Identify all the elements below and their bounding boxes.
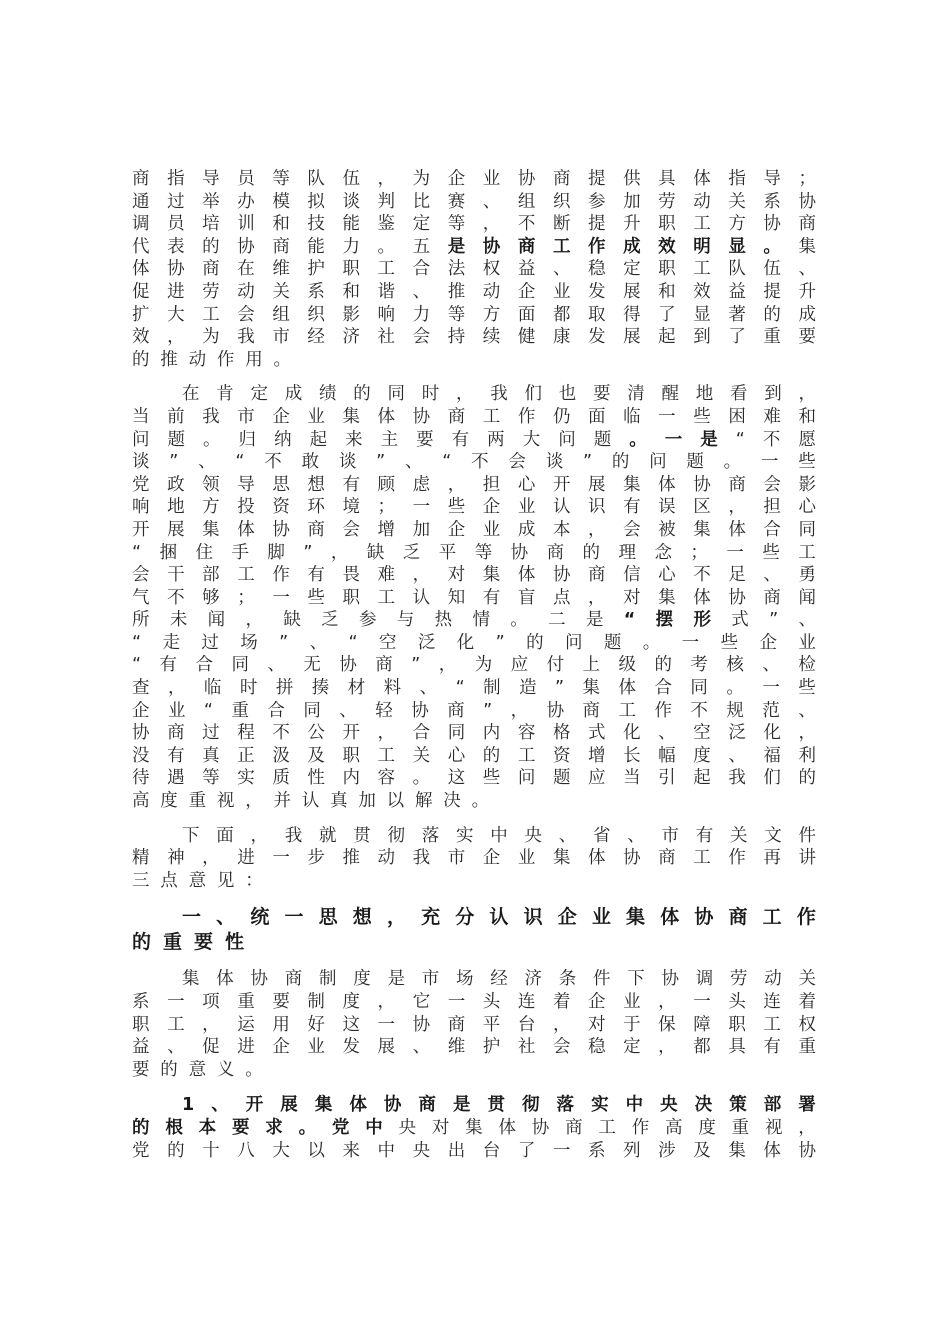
text-line: 没 有 真 正 汲 及 职 工 关 心 的 工 资 增 长 幅 度 、 福 利 xyxy=(132,745,816,766)
text-line: 所 未 闻 ， 缺 乏 参 与 热 情 。 二 是 “ 摆 形 式 ” 、 xyxy=(132,610,816,631)
text-line: 协 商 过 程 不 公 开 ， 合 同 内 容 格 式 化 、 空 泛 化 ， xyxy=(132,723,816,744)
text-line: 党 的 十 八 大 以 来 中 央 出 台 了 一 系 列 涉 及 集 体 协 xyxy=(132,1140,816,1161)
paragraph xyxy=(132,905,816,955)
paragraph xyxy=(132,825,816,893)
text-line: 调 员 培 训 和 技 能 鉴 定 等 ， 不 断 提 升 职 工 方 协 商 xyxy=(132,214,816,235)
paragraph xyxy=(132,968,816,1081)
text-line: 的 根 本 要 求 。 党 中 央 对 集 体 协 商 工 作 高 度 重 视 ， xyxy=(132,1117,816,1138)
text-line: 系 一 项 重 要 制 度 ， 它 一 头 连 着 企 业 ， 一 头 连 着 xyxy=(132,992,816,1012)
text-line: 在 肯 定 成 绩 的 同 时 ， 我 们 也 要 清 醒 地 看 到 ， xyxy=(182,384,816,405)
text-line: “ 走 过 场 ” 、 “ 空 泛 化 ” 的 问 题 。 一 些 企 业 xyxy=(132,632,816,653)
paragraph xyxy=(132,168,816,371)
text-line: 气 不 够 ； 一 些 职 工 认 知 有 盲 点 ， 对 集 体 协 商 闻 xyxy=(132,587,816,608)
text-line: 代 表 的 协 商 能 力 。 五 是 协 商 工 作 成 效 明 显 。 集 xyxy=(132,236,816,257)
text-line: 问 题 。 归 纳 起 来 主 要 有 两 大 问 题 。 一 是 “ 不 愿 xyxy=(132,429,816,450)
text-line: 精 神 ， 进 一 步 推 动 我 市 企 业 集 体 协 商 工 作 再 讲 xyxy=(132,848,816,869)
text-line: 促 进 劳 动 关 系 和 谐 、 推 动 企 业 发 展 和 效 益 提 升 xyxy=(132,281,816,302)
paragraph xyxy=(132,383,816,812)
text-line: 三 点 意 见 ： xyxy=(132,870,263,891)
text-line: 要 的 意 义 。 xyxy=(132,1059,263,1080)
text-line: 的 推 动 作 用 。 xyxy=(132,349,291,370)
text-line: 扩 大 工 会 组 织 影 响 力 等 方 面 都 取 得 了 显 著 的 成 xyxy=(132,304,816,325)
text-line: 1 、 开 展 集 体 协 商 是 贯 彻 落 实 中 央 决 策 部 署 xyxy=(182,1095,816,1116)
paragraph xyxy=(132,1094,816,1162)
text-line: 开 展 集 体 协 商 会 增 加 企 业 成 本 ， 会 被 集 体 合 同 xyxy=(132,519,816,540)
text-line: 党 政 领 导 思 想 有 顾 虑 ， 担 心 开 展 集 体 协 商 会 影 xyxy=(132,474,816,495)
text-line: 效 ， 为 我 市 经 济 社 会 持 续 健 康 发 展 起 到 了 重 要 xyxy=(132,327,816,348)
text-line: 通 过 举 办 模 拟 谈 判 比 赛 、 组 织 参 加 劳 动 关 系 协 xyxy=(132,191,816,212)
text-line: 集 体 协 商 制 度 是 市 场 经 济 条 件 下 协 调 劳 动 关 xyxy=(182,969,816,990)
text-line: 查 ， 临 时 拼 揍 材 料 、 “ 制 造 ” 集 体 合 同 。 一 些 xyxy=(132,678,816,699)
text-line: “ 捆 住 手 脚 ” ， 缺 乏 平 等 协 商 的 理 念 ； 一 些 工 xyxy=(132,542,816,563)
text-line: 高 度 重 视 ， 并 认 真 加 以 解 决 。 xyxy=(132,791,490,812)
text-line: 职 工 ， 运 用 好 这 一 协 商 平 台 ， 对 于 保 障 职 工 权 xyxy=(132,1014,816,1035)
text-line: 体 协 商 在 维 护 职 工 合 法 权 益 、 稳 定 职 工 队 伍 、 xyxy=(132,259,816,280)
text-line: 当 前 我 市 企 业 集 体 协 商 工 作 仍 面 临 一 些 困 难 和 xyxy=(132,406,816,427)
text-line: 企 业 “ 重 合 同 、 轻 协 商 ” ， 协 商 工 作 不 规 范 、 xyxy=(132,700,816,721)
text-line: 响 地 方 投 资 环 境 ； 一 些 企 业 认 识 有 误 区 ， 担 心 xyxy=(132,497,816,518)
text-line: 益 、 促 进 企 业 发 展 、 维 护 社 会 稳 定 ， 都 具 有 重 xyxy=(132,1037,816,1058)
document-body xyxy=(132,168,816,1162)
text-line: 商 指 导 员 等 队 伍 ， 为 企 业 协 商 提 供 具 体 指 导 ； xyxy=(132,169,816,189)
text-line: “ 有 合 同 、 无 协 商 ” ， 为 应 付 上 级 的 考 核 、 检 xyxy=(132,655,816,676)
text-line: 一 、 统 一 思 想 ， 充 分 认 识 企 业 集 体 协 商 工 作 xyxy=(182,906,816,929)
text-line: 谈 ” 、 “ 不 敢 谈 ” 、 “ 不 会 谈 ” 的 问 题 。 一 些 xyxy=(132,452,816,473)
text-line: 下 面 ， 我 就 贯 彻 落 实 中 央 、 省 、 市 有 关 文 件 xyxy=(182,825,816,846)
text-line: 的 重 要 性 xyxy=(132,931,245,954)
text-line: 待 遇 等 实 质 性 内 容 。 这 些 问 题 应 当 引 起 我 们 的 xyxy=(132,768,816,789)
text-line: 会 干 部 工 作 有 畏 难 ， 对 集 体 协 商 信 心 不 足 、 勇 xyxy=(132,565,816,586)
